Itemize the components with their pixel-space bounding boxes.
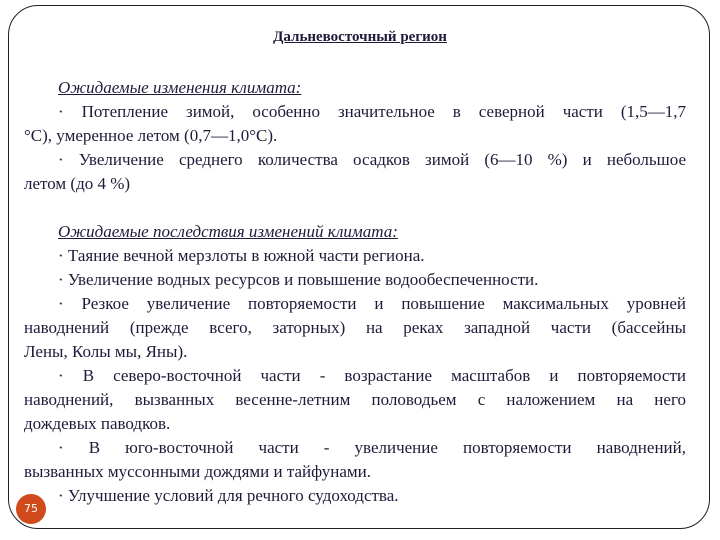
consequences-line: · Таяние вечной мерзлоты в южной части региона. (58, 246, 425, 265)
consequences-line: · Увеличение водных ресурсов и повышение водообеспеченности. (58, 270, 539, 289)
changes-line: летом (до 4 %) (24, 174, 131, 193)
changes-line: · Увеличение среднего количества осадков зимой (6—10 %) и небольшое (58, 150, 686, 169)
slide-title: Дальневосточный регион (273, 29, 447, 45)
changes-heading: Ожидаемые изменения климата: (58, 78, 302, 97)
consequences-heading: Ожидаемые последствия изменений климата: (58, 222, 398, 241)
consequences-line: наводнений, вызванных весенне-летним половодьем с наложением на него (24, 390, 686, 409)
consequences-line: Лены, Колы мы, Яны). (24, 342, 188, 361)
consequences-line: · Улучшение условий для речного судоходства. (58, 486, 399, 505)
consequences-line: наводнений (прежде всего, заторных) на реках западной части (бассейны (24, 318, 686, 337)
consequences-line: · Резкое увеличение повторяемости и повышение максимальных уровней (58, 294, 686, 313)
consequences-line: · В юго-восточной части - увеличение повторяемости наводнений, (58, 438, 686, 457)
consequences-line: · В северо-восточной части - возрастание масштабов и повторяемости (58, 366, 686, 385)
consequences-line: дождевых паводков. (24, 414, 171, 433)
page-number-badge: 75 (16, 494, 46, 524)
changes-line: °С), умеренное летом (0,7—1,0°С). (24, 126, 278, 145)
changes-line: · Потепление зимой, особенно значительное в северной части (1,5—1,7 (58, 102, 686, 121)
consequences-line: вызванных муссонными дождями и тайфунами. (24, 462, 371, 481)
